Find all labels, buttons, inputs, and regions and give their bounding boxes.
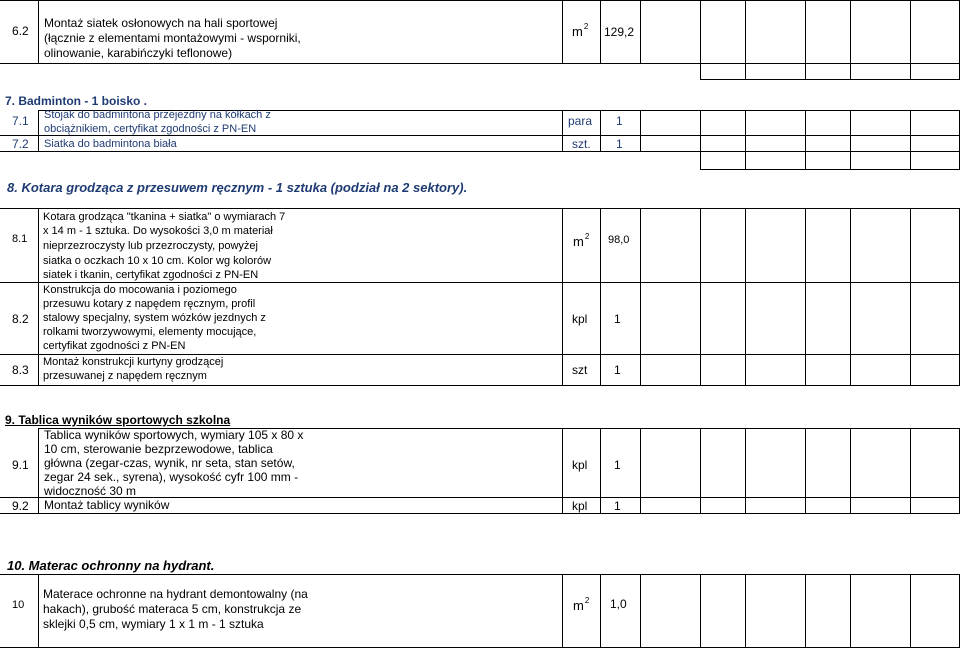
item-number: 6.2 <box>12 24 29 38</box>
item-number: 8.2 <box>12 312 29 326</box>
item-description-line: Montaż konstrukcji kurtyny grodzącej <box>43 356 224 368</box>
item-description-line: zegar 24 sek., syrena), wysokość cyfr 100 mm - <box>44 470 299 484</box>
item-description-line: Materace ochronne na hydrant demontowalny (na <box>43 587 308 601</box>
item-unit: $m^2$ <box>573 596 590 613</box>
item-unit: $m^2$ <box>572 22 589 39</box>
item-unit: kpl <box>572 312 588 326</box>
item-description-line: certyfikat zgodności z PN-EN <box>43 340 186 352</box>
item-number: 7.2 <box>12 137 29 151</box>
item-number: 8.3 <box>12 363 29 377</box>
section-heading: 7. Badminton - 1 boisko . <box>5 94 148 108</box>
item-quantity: 1 <box>614 458 621 472</box>
item-number: 9.2 <box>12 499 29 513</box>
item-unit: $m^2$ <box>573 232 590 249</box>
item-unit: para <box>568 114 593 128</box>
item-description-line: olinowanie, karabińczyki teflonowe) <box>44 46 233 60</box>
item-description-line: siatek i tkanin, certyfikat zgodności z PN-EN <box>43 269 259 281</box>
item-description-line: Montaż siatek osłonowych na hali sportowej <box>44 16 278 30</box>
item-description-line: przesuwu kotary z napędem ręcznym, profil <box>43 298 256 310</box>
item-unit: szt <box>572 363 588 377</box>
item-description-line: nieprzezroczysty lub przezroczysty, powyżej <box>43 240 258 252</box>
item-description-line: Tablica wyników sportowych, wymiary 105 x 80 x <box>44 428 304 442</box>
item-description-line: 10 cm, sterowanie bezprzewodowe, tablica <box>44 442 273 456</box>
item-quantity: 1 <box>614 499 621 513</box>
item-description-line: Konstrukcja do mocowania i poziomego <box>43 284 237 296</box>
item-description-line: x 14 m - 1 sztuka. Do wysokości 3,0 m materiał <box>43 225 273 237</box>
item-quantity: 1 <box>614 363 621 377</box>
section-heading: 10. Materac ochronny na hydrant. <box>7 558 215 573</box>
item-unit: szt. <box>572 137 591 151</box>
item-quantity: 1 <box>616 137 623 151</box>
section-heading: 8. Kotara grodząca z przesuwem ręcznym - 1 sztuka (podział na 2 sektory). <box>7 180 468 195</box>
section-heading: 9. Tablica wyników sportowych szkolna <box>5 413 231 427</box>
item-description-line: główna (zegar-czas, wynik, nr seta, stan setów, <box>44 456 295 470</box>
item-quantity: 129,2 <box>604 25 635 39</box>
item-description-line: rolkami tworzywowymi, elementy mocujące, <box>43 326 257 338</box>
item-description-line: siatka o oczkach 10 x 10 cm. Kolor wg kolorów <box>43 255 272 267</box>
item-number: 7.1 <box>12 114 29 128</box>
item-description-line: (łącznie z elementami montażowymi - wsporniki, <box>44 31 301 45</box>
item-description: Montaż tablicy wyników <box>44 498 170 512</box>
item-unit: kpl <box>572 458 588 472</box>
item-description-line: przesuwanej z napędem ręcznym <box>43 370 207 382</box>
item-description-line: stalowy specjalny, system wózków jezdnych z <box>43 312 266 324</box>
item-unit: kpl <box>572 499 588 513</box>
item-quantity: 1,0 <box>610 597 627 611</box>
item-quantity: 1 <box>616 114 623 128</box>
item-description-line: Kotara grodząca "tkanina + siatka" o wymiarach 7 <box>43 211 286 223</box>
item-description: Siatka do badmintona biała <box>44 138 177 150</box>
item-number: 9.1 <box>12 458 29 472</box>
item-quantity: 98,0 <box>608 234 630 246</box>
item-description-line: widoczność 30 m <box>44 484 137 498</box>
item-quantity: 1 <box>614 312 621 326</box>
item-description-line: sklejki 0,5 cm, wymiary 1 x 1 m - 1 sztuka <box>43 617 264 631</box>
item-description-line: Stojak do badmintona przejezdny na kółkach z <box>44 109 271 121</box>
item-number: 10 <box>12 599 25 611</box>
item-number: 8.1 <box>12 233 28 245</box>
item-description-line: hakach), grubość materaca 5 cm, konstrukcja ze <box>43 602 302 616</box>
item-description-line: obciążnikiem, certyfikat zgodności z PN-EN <box>44 123 257 135</box>
